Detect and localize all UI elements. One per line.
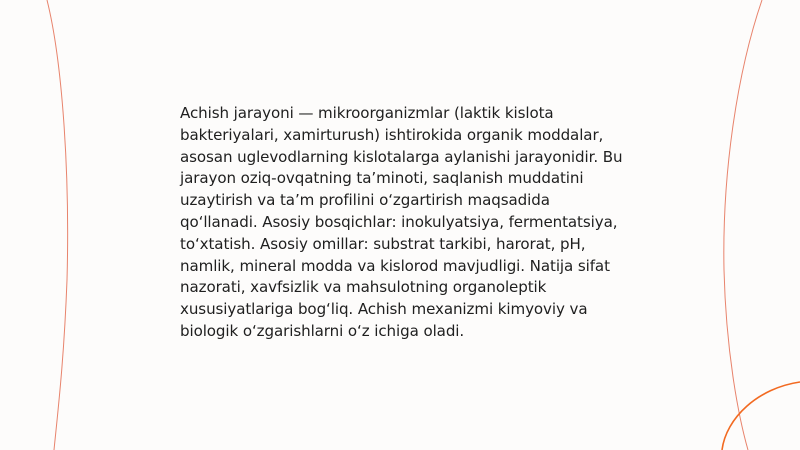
body-text: Achish jarayoni — mikroorganizmlar (laktik kislota bakteriyalari, xamirturush) ishtirokida organik moddalar, asosan uglevodlarning kislotalarga aylanishi jarayonidir. Bu jarayon oziq-ovqatning ta’minoti, saqlanish muddatini uzaytirish va ta’m profilini o‘zgartirish maqsadida qo‘llanadi. Asosiy bosqichlar: inokulyatsiya, fermentatsiya, to‘xtatish. Asosiy omillar: substrat tarkibi, harorat, pH, namlik, mineral modda va kislorod mavjudligi. Natija sifat nazorati, xavfsizlik va mahsulotning organoleptik xususiyatlariga bog‘liq. Achish mexanizmi kimyoviy va biologik o‘zgarishlarni o‘z ichiga oladi. <box>180 104 623 340</box>
right-arc-line <box>724 0 762 450</box>
corner-circle-arc <box>722 382 800 450</box>
left-arc-line <box>47 0 68 450</box>
